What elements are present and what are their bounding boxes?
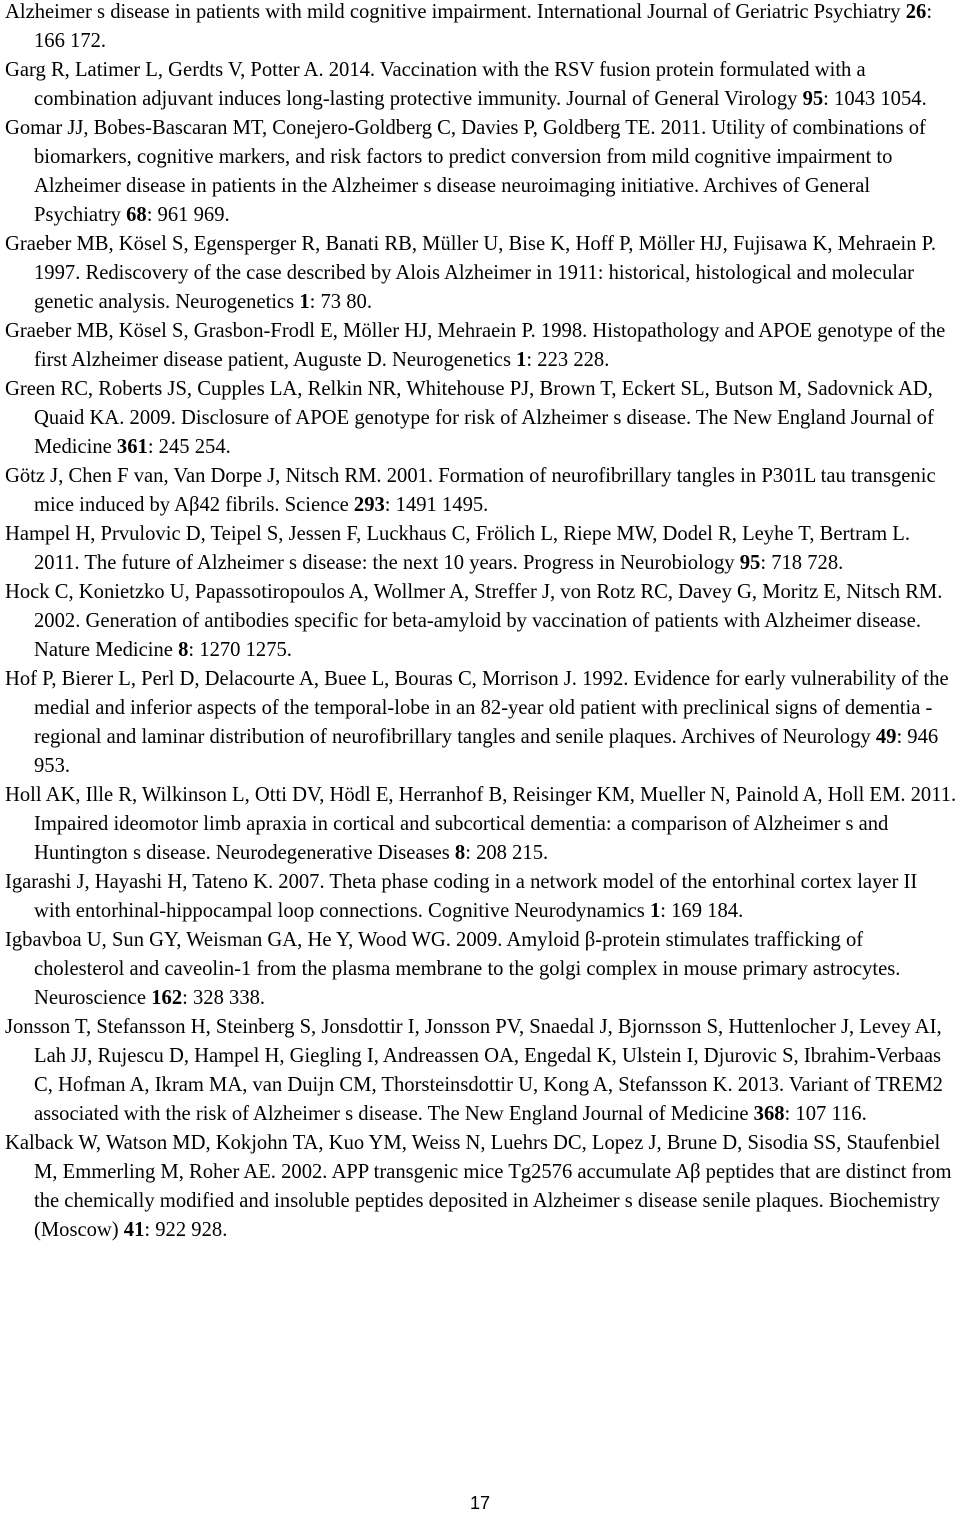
reference-text: Gomar JJ, Bobes-Bascaran MT, Conejero-Goldberg C, Davies P, Goldberg TE. 2011. Utility of combinations of biomarkers, cognitive markers, and risk factors to predict conversion from mild cognitive impairment to Alzheimer disease in patients in the Alzheimer s disease neuroimaging initiative. Archives of General Psychiatry (5, 117, 926, 226)
reference-pages: : 922 928. (144, 1219, 228, 1241)
reference-volume: 361 (116, 436, 148, 458)
reference-entry (5, 1013, 957, 1129)
reference-pages: : 946 953. (34, 726, 939, 777)
reference-text: Garg R, Latimer L, Gerdts V, Potter A. 2014. Vaccination with the RSV fusion protein formulated with a combination adjuvant induces long-lasting protective immunity. Journal of General Virology (5, 59, 866, 110)
reference-pages: : 718 728. (760, 552, 844, 574)
reference-entry (5, 375, 957, 462)
reference-volume: 95 (802, 88, 824, 110)
reference-text: Hof P, Bierer L, Perl D, Delacourte A, Buee L, Bouras C, Morrison J. 1992. Evidence for early vulnerability of the medial and inferior aspects of the temporal-lobe in an 82-year old patient with preclinical signs of dementia - regional and laminar distribution of neurofibrillary tangles and senile plaques. Archives of Neurology (5, 668, 949, 748)
reference-pages: : 1043 1054. (823, 88, 927, 110)
page-number: 17 (469, 1493, 491, 1513)
reference-entry (5, 230, 957, 317)
reference-entry (5, 665, 957, 781)
reference-entry (5, 0, 957, 56)
reference-text: Hock C, Konietzko U, Papassotiropoulos A, Wollmer A, Streffer J, von Rotz RC, Davey G, Moritz E, Nitsch RM. 2002. Generation of antibodies specific for beta-amyloid by vaccination of patients with Alzheimer disease. Nature Medicine (5, 581, 943, 661)
reference-volume: 1 (516, 349, 527, 371)
reference-pages: : 961 969. (146, 204, 230, 226)
reference-entry (5, 926, 957, 1013)
reference-text: Igbavboa U, Sun GY, Weisman GA, He Y, Wood WG. 2009. Amyloid β-protein stimulates trafficking of cholesterol and caveolin-1 from the plasma membrane to the golgi complex in mouse primary astrocytes. Neuroscience (5, 929, 901, 1009)
reference-entry (5, 56, 957, 114)
reference-text: Green RC, Roberts JS, Cupples LA, Relkin NR, Whitehouse PJ, Brown T, Eckert SL, Butson M, Sadovnick AD, Quaid KA. 2009. Disclosure of APOE genotype for risk of Alzheimer s disease. The New England Journal of Medicine (5, 378, 934, 458)
reference-text: Alzheimer s disease in patients with mild cognitive impairment. International Journal of Geriatric Psychiatry (5, 1, 906, 23)
reference-pages: : 1270 1275. (188, 639, 292, 661)
reference-entry (5, 462, 957, 520)
reference-text: Igarashi J, Hayashi H, Tateno K. 2007. Theta phase coding in a network model of the entorhinal cortex layer II with entorhinal-hippocampal loop connections. Cognitive Neurodynamics (5, 871, 918, 922)
reference-text: Kalback W, Watson MD, Kokjohn TA, Kuo YM, Weiss N, Luehrs DC, Lopez J, Brune D, Sisodia SS, Staufenbiel M, Emmerling M, Roher AE. 2002. APP transgenic mice Tg2576 accumulate Aβ peptides that are distinct from the chemically modified and insoluble peptides deposited in Alzheimer s disease senile plaques. Biochemistry (Moscow) (5, 1132, 952, 1241)
reference-entry (5, 317, 957, 375)
reference-pages: : 223 228. (526, 349, 610, 371)
reference-text: Hampel H, Prvulovic D, Teipel S, Jessen F, Luckhaus C, Frölich L, Riepe MW, Dodel R, Leyhe T, Bertram L. 2011. The future of Alzheimer s disease: the next 10 years. Progress in Neurobiology (5, 523, 910, 574)
reference-pages: : 208 215. (465, 842, 549, 864)
reference-entry (5, 520, 957, 578)
reference-text: Holl AK, Ille R, Wilkinson L, Otti DV, Hödl E, Herranhof B, Reisinger KM, Mueller N, Painold A, Holl EM. 2011. Impaired ideomotor limb apraxia in cortical and subcortical dementia: a comparison of Alzheimer s and Huntington s disease. Neurodegenerative Diseases (5, 784, 957, 864)
reference-pages: : 328 338. (182, 987, 266, 1009)
reference-list (5, 0, 957, 1245)
reference-entry (5, 1129, 957, 1245)
reference-volume: 293 (353, 494, 385, 516)
reference-entry (5, 578, 957, 665)
reference-pages: : 107 116. (784, 1103, 867, 1125)
reference-pages: : 166 172. (34, 1, 933, 52)
reference-volume: 41 (123, 1219, 145, 1241)
reference-volume: 95 (739, 552, 761, 574)
reference-volume: 162 (151, 987, 183, 1009)
reference-volume: 68 (126, 204, 147, 226)
reference-text: Graeber MB, Kösel S, Egensperger R, Banati RB, Müller U, Bise K, Hoff P, Möller HJ, Fujisawa K, Mehraein P. 1997. Rediscovery of the case described by Alois Alzheimer in 1911: historical, histological and molecular genetic analysis. Neurogenetics (5, 233, 937, 313)
reference-entry (5, 868, 957, 926)
reference-text: Jonsson T, Stefansson H, Steinberg S, Jonsdottir I, Jonsson PV, Snaedal J, Bjornsson S, Huttenlocher J, Levey AI, Lah JJ, Rujescu D, Hampel H, Giegling I, Andreassen OA, Engedal K, Ulstein I, Djurovic S, Ibrahim-Verbaas C, Hofman A, Ikram MA, van Duijn CM, Thorsteinsdottir U, Kong A, Stefansson K. 2013. Variant of TREM2 associated with the risk of Alzheimer s disease. The New England Journal of Medicine (5, 1016, 943, 1125)
reference-volume: 368 (753, 1103, 785, 1125)
reference-volume: 8 (178, 639, 189, 661)
reference-text: Graeber MB, Kösel S, Grasbon-Frodl E, Möller HJ, Mehraein P. 1998. Histopathology and APOE genotype of the first Alzheimer disease patient, Auguste D. Neurogenetics (5, 320, 946, 371)
reference-entry (5, 781, 957, 868)
reference-pages: : 73 80. (309, 291, 372, 313)
reference-volume: 49 (875, 726, 897, 748)
reference-volume: 1 (299, 291, 310, 313)
reference-entry (5, 114, 957, 230)
reference-pages: : 169 184. (660, 900, 744, 922)
reference-volume: 8 (454, 842, 466, 864)
reference-text: Götz J, Chen F van, Van Dorpe J, Nitsch RM. 2001. Formation of neurofibrillary tangles in P301L tau transgenic mice induced by Aβ42 fibrils. Science (5, 465, 936, 516)
reference-pages: : 1491 1495. (384, 494, 489, 516)
reference-volume: 26 (905, 1, 927, 23)
reference-pages: : 245 254. (147, 436, 231, 458)
reference-volume: 1 (649, 900, 661, 922)
